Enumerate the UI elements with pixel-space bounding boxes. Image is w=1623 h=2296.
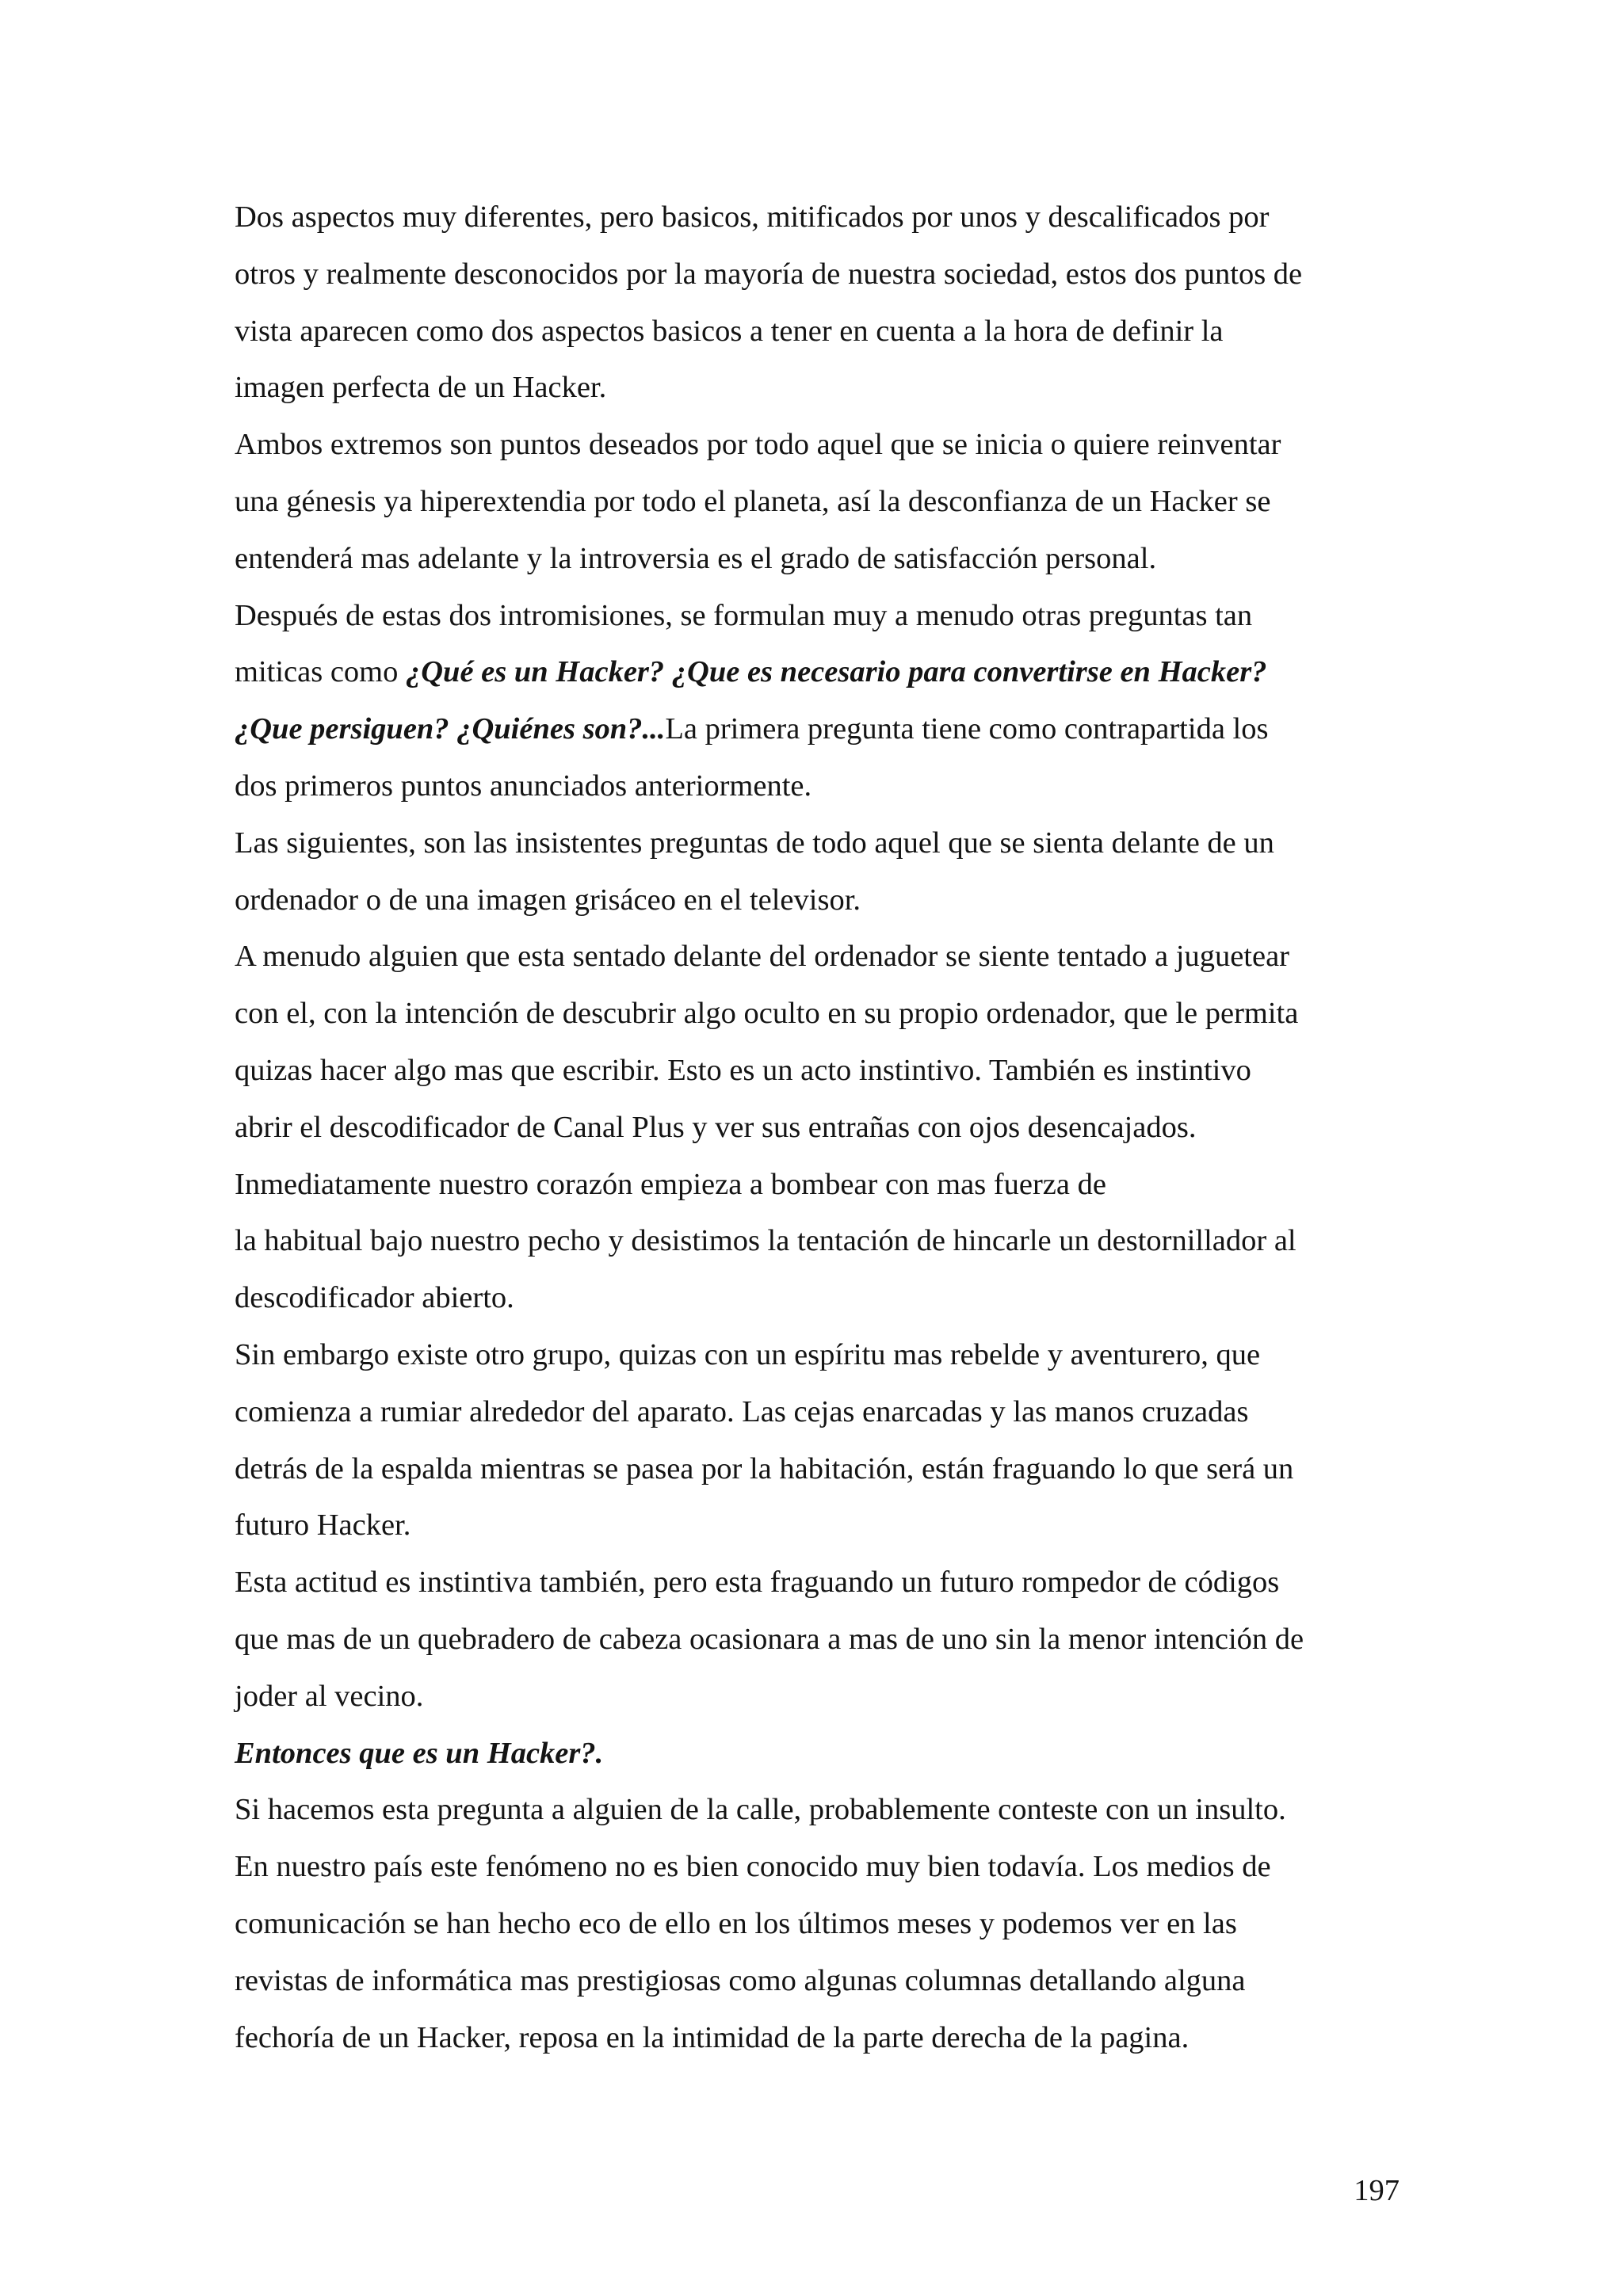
text-line: descodificador abierto. [235,1281,514,1315]
text-line: Si hacemos esta pregunta a alguien de la calle, probablemente conteste con un insulto. [235,1793,1286,1827]
text-line: Sin embargo existe otro grupo, quizas con un espíritu mas rebelde y aventurero, que [235,1337,1261,1371]
text-line: En nuestro país este fenómeno no es bien conocido muy bien todavía. Los medios de [235,1850,1271,1884]
text-line: abrir el descodificador de Canal Plus y ver sus entrañas con ojos desencajados. [235,1110,1197,1144]
text-line: que mas de un quebradero de cabeza ocasionara a mas de uno sin la menor intención de [235,1622,1304,1656]
text-line: joder al vecino. [235,1679,424,1713]
section-heading: Entonces que es un Hacker?. [235,1736,604,1770]
text-line: comunicación se han hecho eco de ello en los últimos meses y podemos ver en las [235,1906,1237,1940]
text-line: la habitual bajo nuestro pecho y desistimos la tentación de hincarle un destornillador al [235,1224,1296,1258]
text-line: futuro Hacker. [235,1508,411,1543]
text-line: comienza a rumiar alrededor del aparato. Las cejas enarcadas y las manos cruzadas [235,1394,1249,1428]
text-line [235,644,1400,701]
question-emphasis: ¿Qué es un Hacker? ¿Que es necesario para convertirse en Hacker? [405,655,1267,689]
text-line: Dos aspectos muy diferentes, pero basicos, mitificados por unos y descalificados por [235,200,1270,234]
text-line: Ambos extremos son puntos deseados por todo aquel que se inicia o quiere reinventar [235,428,1281,462]
text-line: Después de estas dos intromisiones, se formulan muy a menudo otras preguntas tan [235,598,1253,632]
text-line: con el, con la intención de descubrir algo oculto en su propio ordenador, que le permita [235,997,1299,1031]
body-text [235,189,1400,2066]
text-line: ordenador o de una imagen grisáceo en el televisor. [235,883,861,917]
text-run: miticas como [235,655,406,689]
text-line: Inmediatamente nuestro corazón empieza a bombear con mas fuerza de [235,1167,1106,1201]
text-line: vista aparecen como dos aspectos basicos a tener en cuenta a la hora de definir la [235,314,1224,348]
text-line [235,701,1400,758]
text-line: revistas de informática mas prestigiosas como algunas columnas detallando alguna [235,1963,1246,1997]
text-run: La primera pregunta tiene como contrapartida los [665,712,1269,746]
text-line: una génesis ya hiperextendia por todo el planeta, así la desconfianza de un Hacker se [235,484,1271,518]
text-line: fechoría de un Hacker, reposa en la intimidad de la parte derecha de la pagina. [235,2020,1190,2054]
text-line: detrás de la espalda mientras se pasea por la habitación, están fraguando lo que será un [235,1451,1294,1486]
text-line: otros y realmente desconocidos por la mayoría de nuestra sociedad, estos dos puntos de [235,257,1303,291]
text-line: imagen perfecta de un Hacker. [235,371,607,405]
text-line: Esta actitud es instintiva también, pero esta fraguando un futuro rompedor de códigos [235,1566,1280,1600]
text-line: dos primeros puntos anunciados anteriormente. [235,769,812,803]
text-line: quizas hacer algo mas que escribir. Esto es un acto instintivo. También es instintivo [235,1053,1251,1087]
text-line: entenderá mas adelante y la introversia es el grado de satisfacción personal. [235,541,1157,575]
page-number: 197 [1354,2174,1400,2207]
question-emphasis: ¿Que persiguen? ¿Quiénes son?... [235,712,666,746]
text-line: Las siguientes, son las insistentes preguntas de todo aquel que se sienta delante de un [235,826,1274,860]
text-line: A menudo alguien que esta sentado delante del ordenador se siente tentado a juguetear [235,940,1289,974]
